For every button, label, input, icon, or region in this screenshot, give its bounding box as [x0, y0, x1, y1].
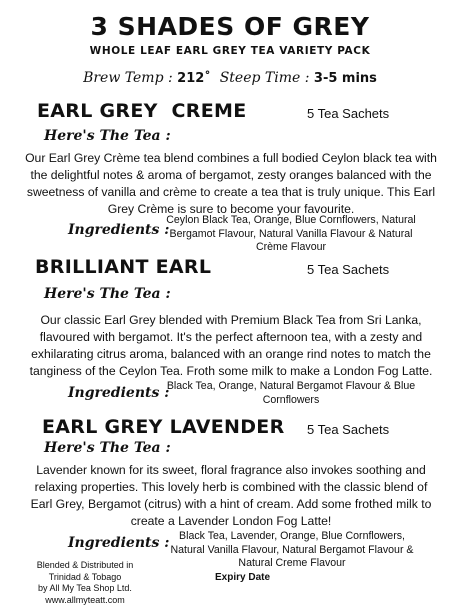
page-subtitle: WHOLE LEAF EARL GREY TEA VARIETY PACK	[89, 45, 371, 57]
heres-the-tea-label: Here's The Tea :	[44, 440, 171, 456]
heres-the-tea-label: Here's The Tea :	[44, 286, 171, 302]
ingredients-label: Ingredients :	[68, 385, 170, 401]
steep-time-value: 3-5 mins	[313, 71, 377, 86]
section-ingredients: Black Tea, Orange, Natural Bergamot Flavour & Blue Cornflowers	[166, 380, 416, 406]
section-ingredients: Ceylon Black Tea, Orange, Blue Cornflowers, Natural Bergamot Flavour, Natural Vanilla Flavour & Natural Crème Flavour	[166, 214, 416, 253]
distributor-line: Blended & Distributed in	[36, 560, 134, 570]
distributor-info	[20, 560, 150, 606]
ingredients-label: Ingredients :	[68, 535, 170, 551]
section-description: Lavender known for its sweet, floral fragrance also invokes soothing and relaxing properties. This lovely herb is combined with the classic blend of Earl Grey, Bergamot (citrus) with a hint of cream. Add some frothed milk to create a Lavender London Fog Latte!	[30, 463, 432, 528]
expiry-date-label: Expiry Date	[215, 572, 271, 583]
steep-time-label: Steep Time :	[219, 70, 310, 86]
brew-temp-value: 212˚	[177, 71, 211, 86]
section-sachets: 5 Tea Sachets	[307, 422, 390, 437]
section-title-earl-grey-lavender: EARL GREY LAVENDER	[42, 416, 285, 438]
section-ingredients: Black Tea, Lavender, Orange, Blue Cornflowers, Natural Vanilla Flavour, Natural Bergamot Flavour & Natural Creme Flavour	[170, 530, 414, 569]
ingredients-label: Ingredients :	[68, 222, 170, 238]
brew-info	[0, 70, 460, 86]
heres-the-tea-label: Here's The Tea :	[44, 128, 171, 144]
website-text: www.allmyteatt.com	[45, 594, 125, 605]
brew-temp-label: Brew Temp :	[83, 70, 173, 86]
section-title-earl-grey-creme: EARL GREY CREME	[37, 100, 247, 122]
section-sachets: 5 Tea Sachets	[307, 262, 390, 277]
section-sachets: 5 Tea Sachets	[307, 106, 390, 121]
page-title: 3 SHADES OF GREY	[90, 12, 370, 41]
section-description: Our Earl Grey Crème tea blend combines a full bodied Ceylon black tea with the delightful notes & aroma of bergamot, zesty oranges balanced with the sweetness of vanilla and crème to create a tea that is truly unique. This Earl Grey Crème is sure to become your favourite.	[25, 151, 437, 216]
section-description: Our classic Earl Grey blended with Premium Black Tea from Sri Lanka, flavoured with bergamot. It's the perfect afternoon tea, with a zesty and exhilarating citrus aroma, balanced with an orange rind notes to match the tanginess of the Ceylon Tea. Froth some milk to make a London Fog Latte.	[29, 313, 433, 378]
section-title-brilliant-earl: BRILLIANT EARL	[35, 256, 212, 278]
distributor-line: Trinidad & Tobago	[48, 571, 122, 582]
distributor-line: by All My Tea Shop Ltd.	[38, 583, 132, 593]
